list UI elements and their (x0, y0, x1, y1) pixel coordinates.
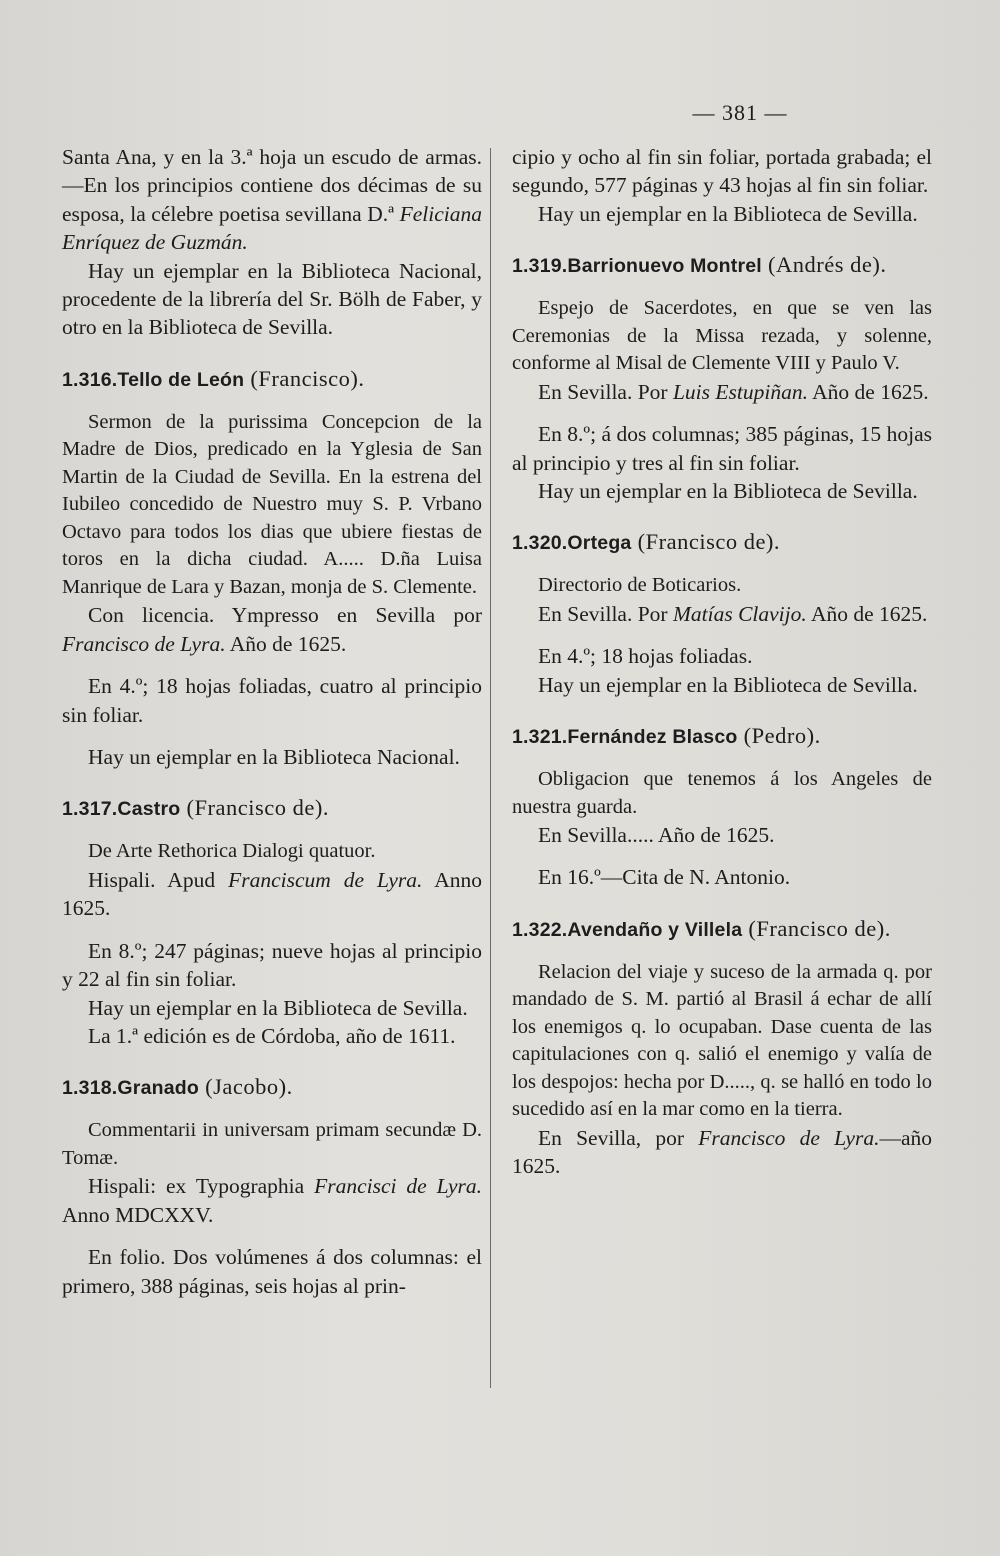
page-number: — 381 — (692, 100, 788, 125)
entry-author: Ortega (567, 532, 632, 555)
entry-author: Castro (117, 798, 181, 821)
imprint (512, 378, 932, 406)
entry-author: Tello de León (117, 368, 245, 391)
format-description: En 4.º; 18 hojas foliadas, cuatro al principio sin foliar. (62, 674, 482, 727)
book-title: Obligacion que tenemos á los Angeles de nuestra guarda. (512, 768, 932, 818)
entry-heading-1322 (512, 914, 932, 945)
format-description: En folio. Dos volúmenes á dos columnas: el primero, 388 páginas, seis hojas al prin- (62, 1245, 482, 1298)
poet-name: Feliciana Enríquez de Guzmán. (62, 201, 482, 255)
imprint (62, 1172, 482, 1229)
entry-author: Fernández Blasco (567, 726, 738, 749)
entry-heading-1321 (512, 721, 932, 752)
entry-heading-1317 (62, 793, 482, 824)
imprint (62, 601, 482, 658)
entry-heading-1320 (512, 527, 932, 558)
imprint-text: En Sevilla. Por (538, 379, 673, 404)
column-divider (490, 148, 491, 1388)
format-description: En 4.º; 18 hojas foliadas. (538, 644, 753, 669)
format-description: En 8.º; á dos columnas; 385 páginas, 15 hojas al principio y tres al fin sin foliar. (512, 422, 932, 475)
imprint (512, 1124, 932, 1181)
entry-author: Avendaño y Villela (567, 918, 743, 941)
left-column (62, 143, 482, 1300)
imprint-year: Anno 1625. (62, 867, 482, 921)
entry-author: Barrionuevo Montrel (567, 255, 762, 278)
format-description: En 16.º—Cita de N. Antonio. (538, 865, 791, 890)
entry-number: 1.322. (512, 918, 568, 941)
imprint-year: Año de 1625. (225, 631, 347, 656)
entry-forename: (Francisco de). (631, 529, 781, 555)
copy-location: Hay un ejemplar en la Biblioteca Nacional, procedente de la librería del Sr. Bölh de Faber, y otro en la Biblioteca de Sevilla. (62, 258, 482, 340)
copy-location: Hay un ejemplar en la Biblioteca de Sevilla. (538, 201, 918, 226)
printer-name: Luis Estupiñan. (672, 379, 808, 404)
book-title: Directorio de Boticarios. (538, 574, 742, 597)
entry-number: 1.316. (62, 368, 118, 391)
printer-name: Matías Clavijo. (672, 601, 807, 626)
imprint (62, 866, 482, 923)
format-continuation: cipio y ocho al fin sin foliar, portada grabada; el segundo, 577 páginas y 43 hojas al fin sin foliar. (512, 145, 932, 198)
entry-forename: (Francisco). (244, 365, 365, 391)
book-title: De Arte Rethorica Dialogi quatuor. (88, 840, 376, 863)
entry-heading-1316 (62, 364, 482, 395)
imprint-text: En Sevilla. Por (538, 601, 673, 626)
imprint-text: En Sevilla, por (538, 1125, 699, 1150)
entry-number: 1.320. (512, 532, 568, 555)
copy-location: Hay un ejemplar en la Biblioteca Nacional. (88, 744, 460, 769)
imprint (512, 600, 932, 628)
imprint-year: —año 1625. (512, 1125, 932, 1179)
entry-forename: (Francisco de). (742, 915, 891, 941)
entry-forename: (Francisco de). (180, 795, 329, 821)
entry-author: Granado (117, 1077, 200, 1100)
book-title: Sermon de la purissima Concepcion de la Madre de Dios, predicado en la Yglesia de San Martin de la Ciudad de Sevilla. En la estrena del Iubileo concedido de Nuestro muy S. P. Vrbano Octavo para todos los dias que ubiere fiestas de toros en la dicha ciudad. A..... D.ña Luisa Manrique de Lara y Bazan, monja de S. Clemente. (62, 410, 482, 598)
imprint-year: Año de 1625. (806, 601, 928, 626)
copy-location: Hay un ejemplar en la Biblioteca de Sevilla. (538, 478, 918, 503)
printer-name: Franciscum de Lyra. (228, 867, 423, 892)
printer-name: Francisci de Lyra. (314, 1174, 482, 1199)
imprint-text: Hispali: ex Typographia (88, 1174, 315, 1199)
book-title: Espejo de Sacerdotes, en que se ven las Ceremonias de la Missa rezada, y solenne, conforme al Misal de Clemente VIII y Paulo V. (512, 297, 932, 375)
entry-forename: (Jacobo). (199, 1074, 293, 1100)
copy-location: Hay un ejemplar en la Biblioteca de Sevilla. (88, 995, 468, 1020)
entry-number: 1.318. (62, 1077, 118, 1100)
continued-paragraph (62, 143, 482, 257)
imprint: En Sevilla..... Año de 1625. (538, 823, 775, 848)
book-title: Commentarii in universam primam secundæ D. Tomæ. (62, 1119, 482, 1169)
entry-heading-1318 (62, 1072, 482, 1103)
imprint-text: Con licencia. Ympresso en Sevilla por (88, 603, 482, 628)
printer-name: Francisco de Lyra. (62, 631, 226, 656)
copy-location: Hay un ejemplar en la Biblioteca de Sevilla. (538, 672, 918, 697)
entry-heading-1319 (512, 250, 932, 281)
imprint-text: Hispali. Apud (88, 867, 229, 892)
entry-number: 1.317. (62, 798, 118, 821)
entry-number: 1.321. (512, 726, 568, 749)
printer-name: Francisco de Lyra. (698, 1125, 880, 1150)
format-description: En 8.º; 247 páginas; nueve hojas al principio y 22 al fin sin foliar. (62, 938, 482, 992)
entry-forename: (Pedro). (737, 723, 821, 749)
entry-forename: (Andrés de). (761, 252, 887, 278)
book-title: Relacion del viaje y suceso de la armada q. por mandado de S. M. partió al Brasil á echar de allí los enemigos q. lo ocupaban. Dase cuenta de las capitulaciones con q. salió el enemigo y valía de los despojos: hecha por D....., q. se halló en todo lo sucedido así en la mar como en la tierra. (512, 960, 932, 1121)
continued-text: Santa Ana, y en la 3.ª hoja un escudo de armas.—En los principios contiene dos décimas de su esposa, la célebre poetisa sevillana D.ª (62, 145, 482, 226)
imprint-year: Anno MDCXXV. (62, 1202, 214, 1227)
entry-number: 1.319. (512, 255, 568, 278)
edition-note: La 1.ª edición es de Córdoba, año de 1611. (88, 1023, 456, 1048)
imprint-year: Año de 1625. (807, 379, 929, 404)
right-column (512, 143, 932, 1181)
